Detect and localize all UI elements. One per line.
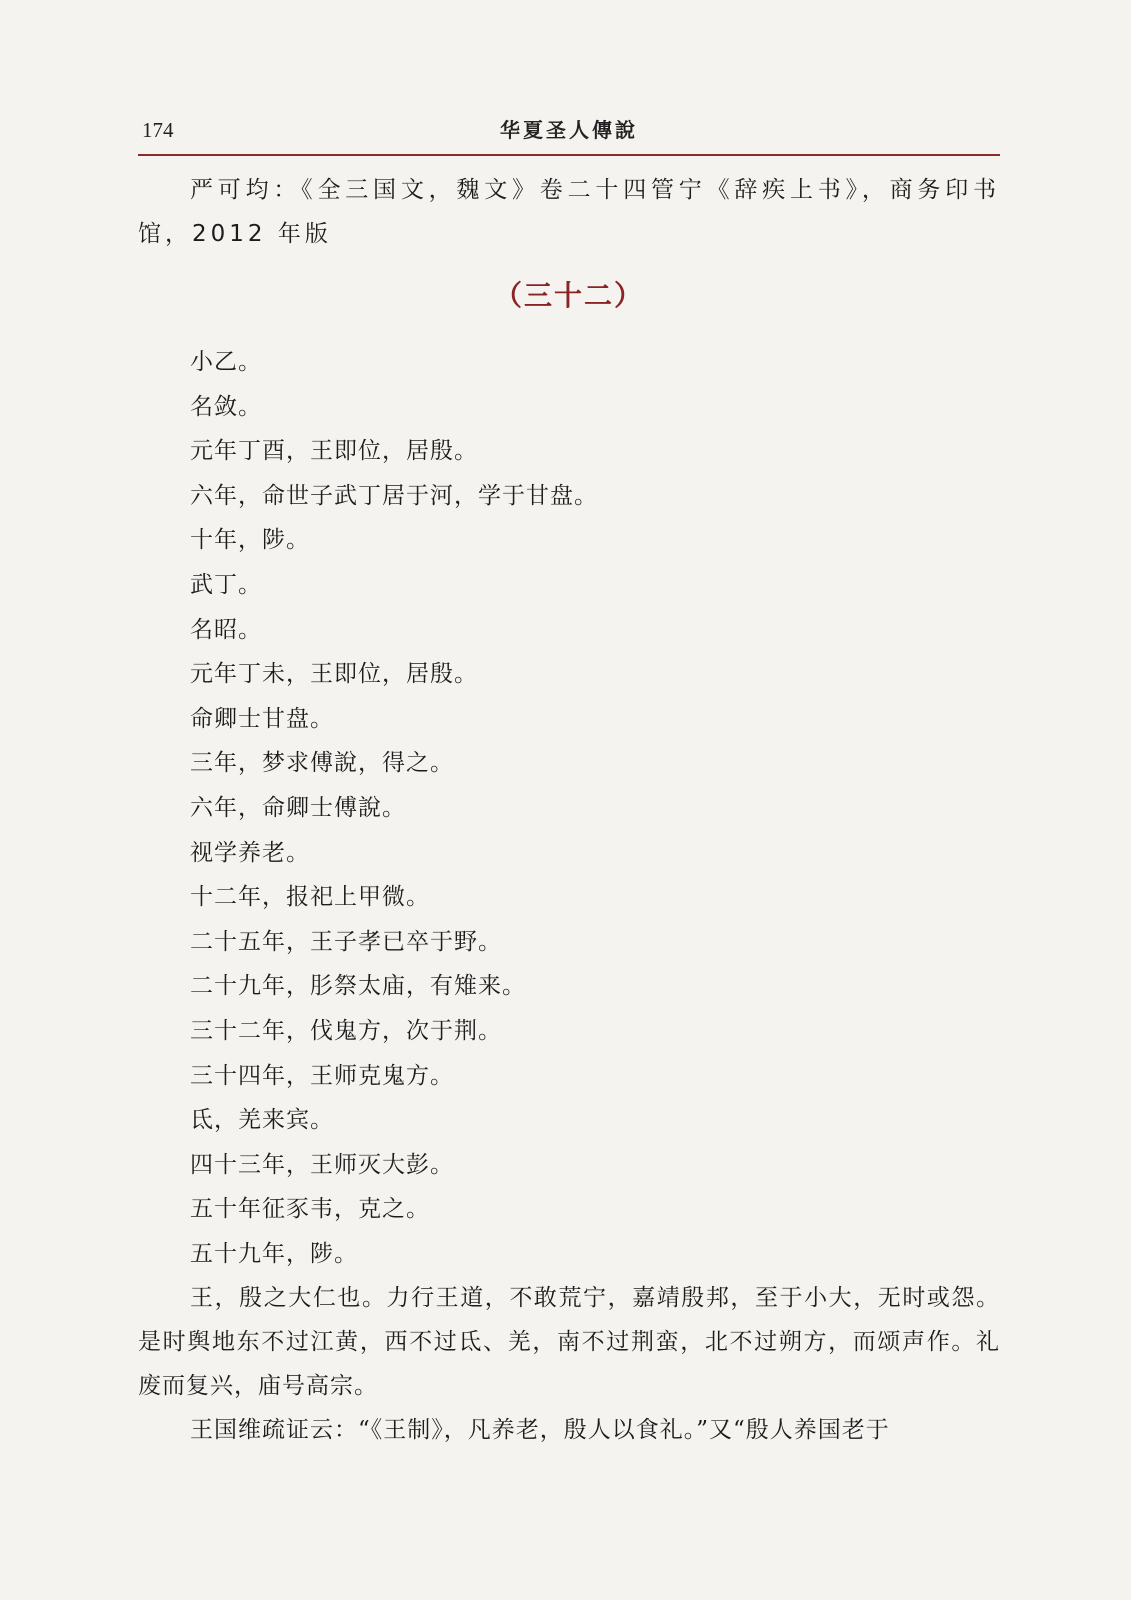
list-item: 十年，陟。: [190, 527, 310, 554]
list-item: 视学养老。: [190, 839, 310, 866]
list-item: 二十五年，王子孝已卒于野。: [190, 928, 502, 955]
running-title: 华夏圣人傳說: [500, 118, 638, 142]
list-item: 二十九年，肜祭太庙，有雉来。: [190, 973, 526, 1000]
list-item: 三年，梦求傅說，得之。: [190, 750, 454, 777]
header-rule: [138, 154, 1000, 156]
list-item: 小乙。: [190, 349, 262, 375]
body-paragraph: 王国维疏证云：“《王制》，凡养老，殷人以食礼。”又“殷人养国老于: [190, 1417, 890, 1444]
list-item: 命卿士甘盘。: [190, 705, 334, 732]
list-item: 五十年征豕韦，克之。: [190, 1196, 430, 1223]
page-header: [138, 110, 1000, 160]
chronicle-entries: [138, 340, 1000, 1276]
body-paragraph: 王，殷之大仁也。力行王道，不敢荒宁，嘉靖殷邦，至于小大，无时或怨。是时舆地东不过江黄，西不过氐、羌，南不过荆蛮，北不过朔方，而颂声作。礼废而复兴，庙号高宗。: [138, 1285, 1000, 1400]
list-item: 名敛。: [190, 393, 262, 420]
list-item: 十二年，报祀上甲微。: [190, 884, 430, 911]
list-item: 元年丁酉，王即位，居殷。: [190, 438, 478, 465]
list-item: 武丁。: [190, 571, 262, 598]
list-item: 六年，命世子武丁居于河，学于甘盘。: [190, 482, 598, 509]
page-body: [138, 168, 1000, 1452]
list-item: 元年丁未，王即位，居殷。: [190, 661, 478, 688]
list-item: 四十三年，王师灭大彭。: [190, 1151, 454, 1178]
list-item: 三十四年，王师克鬼方。: [190, 1062, 454, 1089]
list-item: 三十二年，伐鬼方，次于荆。: [190, 1017, 502, 1044]
list-item: 六年，命卿士傅說。: [190, 794, 406, 821]
section-heading: （三十二）: [493, 279, 644, 312]
page-number: 174: [142, 118, 174, 142]
reference-citation: 严可均：《全三国文，魏文》卷二十四管宁《辞疾上书》，商务印书馆，2012 年版: [138, 177, 1000, 247]
list-item: 五十九年，陟。: [190, 1240, 358, 1267]
list-item: 氐，羌来宾。: [190, 1107, 334, 1134]
list-item: 名昭。: [190, 616, 262, 643]
